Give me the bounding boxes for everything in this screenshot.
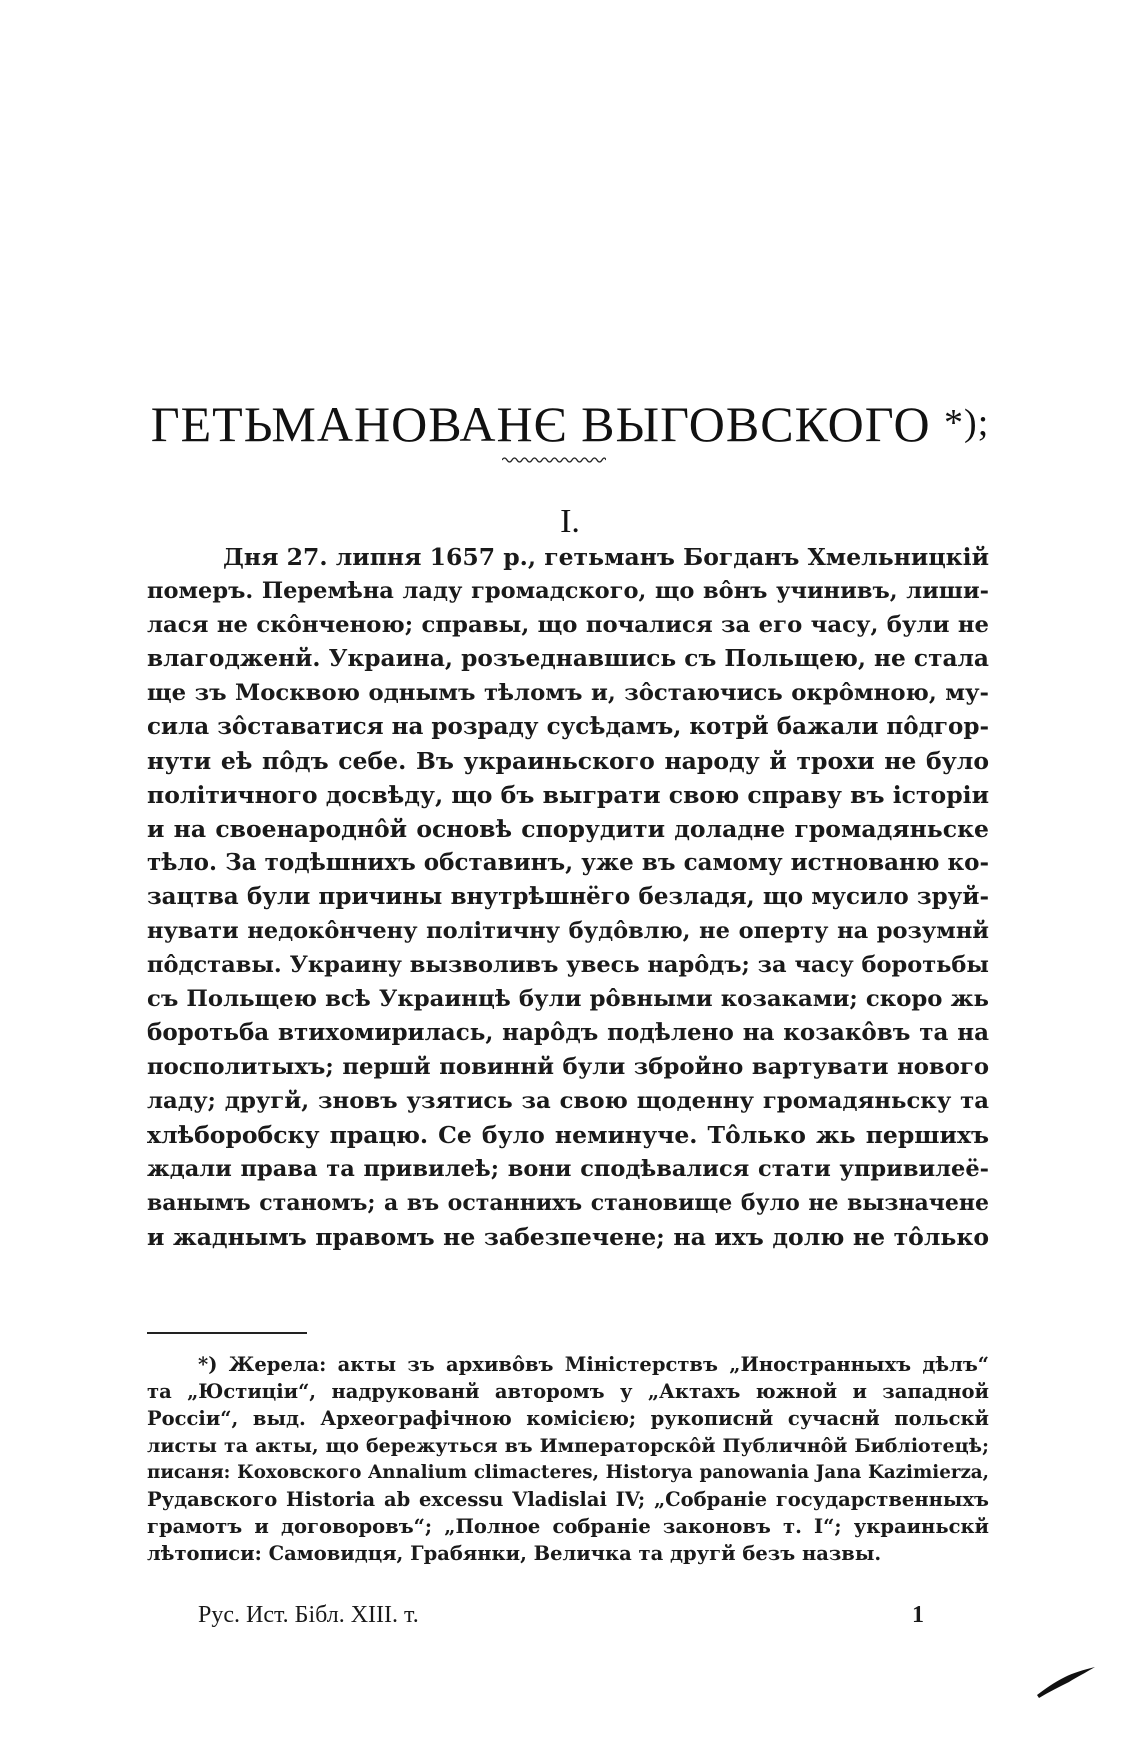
title-footnote-mark: *); — [944, 402, 990, 444]
page-number: 1 — [912, 1602, 924, 1628]
footnote-line: лѣтописи: Самовидця, Грабянки, Величка та другй безъ назвы. — [147, 1542, 882, 1565]
ink-smudge-mark — [1035, 1665, 1097, 1699]
footnote-line: Россіи“, выд. Археографічною комісією; рукописнй сучаснй польскй — [147, 1407, 989, 1430]
section-number: I. — [560, 503, 580, 540]
footnote-line: *) Жерела: акты зъ архивôвъ Міністерствъ „Иностранныхъ дѣлъ“ — [198, 1353, 989, 1376]
body-line: и жаднымъ правомъ не забезпечене; на ихъ долю не тôлько — [147, 1223, 989, 1251]
body-line: сила зôставатися на розраду сусѣдамъ, котрй бажали пôдгор- — [147, 713, 989, 740]
body-line: тѣло. За тодѣшнихъ обставинъ, уже въ самому истнованю ко- — [147, 849, 989, 876]
body-line: політичного досвѣду, що бъ выграти свою справу въ історіи — [147, 781, 989, 809]
footnote-line: писаня: Коховского Annalium climacteres, Historya panowania Jana Kazimierza, — [147, 1462, 989, 1483]
body-line: нути еѣ пôдъ себе. Въ украиньского народу й трохи не було — [147, 747, 989, 775]
body-line: нувати недокôнчену політичну будôвлю, не оперту на розумнй — [147, 918, 989, 944]
footnote-line: та „Юстиціи“, надрукованй авторомъ у „Актахъ южной и западной — [147, 1380, 989, 1403]
body-line: съ Польщею всѣ Украинцѣ були рôвными козаками; скоро жь — [147, 986, 989, 1012]
footnote-line: грамотъ и договоровъ“; „Полное собраніе законовъ т. I“; украиньскй — [147, 1515, 989, 1538]
body-line: боротьба втихомирилась, нарôдъ подѣлено на козакôвъ та на — [147, 1019, 989, 1046]
wavy-rule-ornament — [502, 455, 606, 465]
body-line: хлѣборобску працю. Се було неминуче. Тôлько жь першихъ — [147, 1121, 989, 1149]
body-line: лася не скôнченою; справы, що почалися за его часу, були не — [147, 612, 989, 638]
body-line: ванымъ станомъ; а въ останнихъ становище було не вызначене — [147, 1190, 989, 1216]
body-line: Дня 27. липня 1657 р., гетьманъ Богданъ Хмельницкій — [223, 543, 990, 571]
body-line: посполитыхъ; першй повиннй були збройно вартувати нового — [147, 1054, 989, 1080]
running-foot: Рус. Ист. Бібл. XIII. т. — [198, 1602, 419, 1628]
body-line: померъ. Перемѣна ладу громадского, що вôнъ учинивъ, лиши- — [147, 578, 989, 604]
body-line: зацтва були причины внутрѣшнёго безладя, що мусило зруй- — [147, 883, 989, 910]
body-line: ще зъ Москвою однымъ тѣломъ и, зôстаючись окрôмною, му- — [147, 680, 989, 706]
body-line: ждали права та привилеѣ; вони сподѣвалися стати упривилеё- — [147, 1156, 989, 1182]
footnote-line: Рудавского Historia ab excessu Vladislai IV; „Собраніе государственныхъ — [147, 1488, 989, 1511]
body-line: ладу; другй, зновъ узятись за свою щоденну громадяньску та — [147, 1088, 989, 1114]
body-line: пôдставы. Украину вызволивъ увесь нарôдъ; за часу боротьбы — [147, 952, 989, 978]
body-line: и на своенароднôй основѣ спорудити доладне громадяньске — [147, 815, 989, 843]
body-line: влагодженй. Украина, розъеднавшись съ Польщею, не стала — [147, 645, 989, 672]
title-text: ГЕТЬМАНОВАНЄ ВЫГОВСКОГО — [150, 396, 931, 452]
page-title — [0, 395, 1140, 453]
footnote-divider — [147, 1332, 307, 1334]
footnote-line: листы та акты, що бережуться въ Императорскôй Публичнôй Библіотецѣ; — [147, 1435, 989, 1457]
